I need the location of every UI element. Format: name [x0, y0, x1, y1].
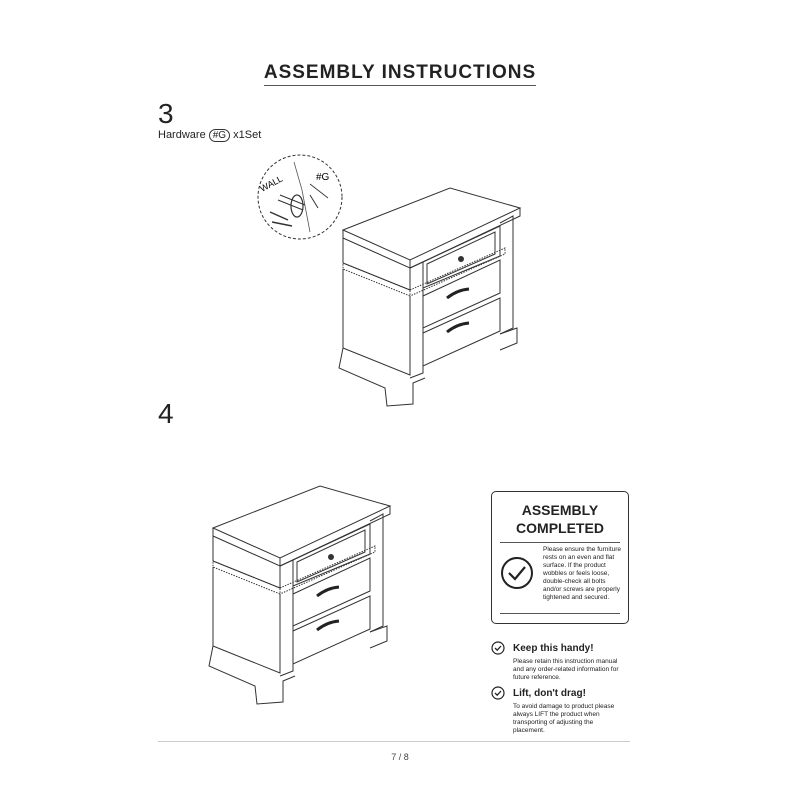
- completed-title-line1: ASSEMBLY: [521, 502, 599, 518]
- hardware-label: Hardware: [158, 129, 206, 141]
- tip-keep-handy-text: Please retain this instruction manual and any order-related information for future reference.: [513, 658, 619, 681]
- step-3-number: 3: [158, 98, 174, 129]
- page-title: [0, 62, 800, 84]
- callout-wall-label: WALL: [258, 173, 285, 194]
- footer-divider: [158, 741, 630, 742]
- hardware-qty: x1Set: [233, 129, 262, 141]
- completed-title: [492, 501, 628, 537]
- completed-text: Please ensure the furniture rests on an even and flat surface. If the product wobbles or feels loose, double-check all bolts and/or screws are properly tightened and secured.: [543, 546, 622, 601]
- tip-lift-text: To avoid damage to product please always LIFT the product when transporting of adjusting the placement.: [513, 703, 615, 734]
- checkmark-icon: [500, 556, 534, 590]
- hardware-code: #G: [209, 129, 230, 142]
- callout-code-label: #G: [316, 172, 330, 183]
- step-4-number: 4: [158, 398, 174, 429]
- nightstand-illustration-step3: [335, 168, 530, 408]
- tip-keep-handy-title: Keep this handy!: [513, 643, 594, 654]
- nightstand-illustration-step4: [205, 466, 400, 706]
- page-title-text: ASSEMBLY INSTRUCTIONS: [264, 62, 536, 86]
- assembly-completed-box: [491, 491, 629, 624]
- completed-divider-bottom: [500, 613, 620, 614]
- completed-title-line2: COMPLETED: [516, 520, 604, 536]
- hardware-line: [158, 129, 261, 142]
- page-number: 7 / 8: [391, 752, 409, 762]
- completed-divider-top: [500, 542, 620, 543]
- check-circle-icon: [491, 641, 505, 655]
- tip-lift-title: Lift, don't drag!: [513, 688, 586, 699]
- check-circle-icon: [491, 686, 505, 700]
